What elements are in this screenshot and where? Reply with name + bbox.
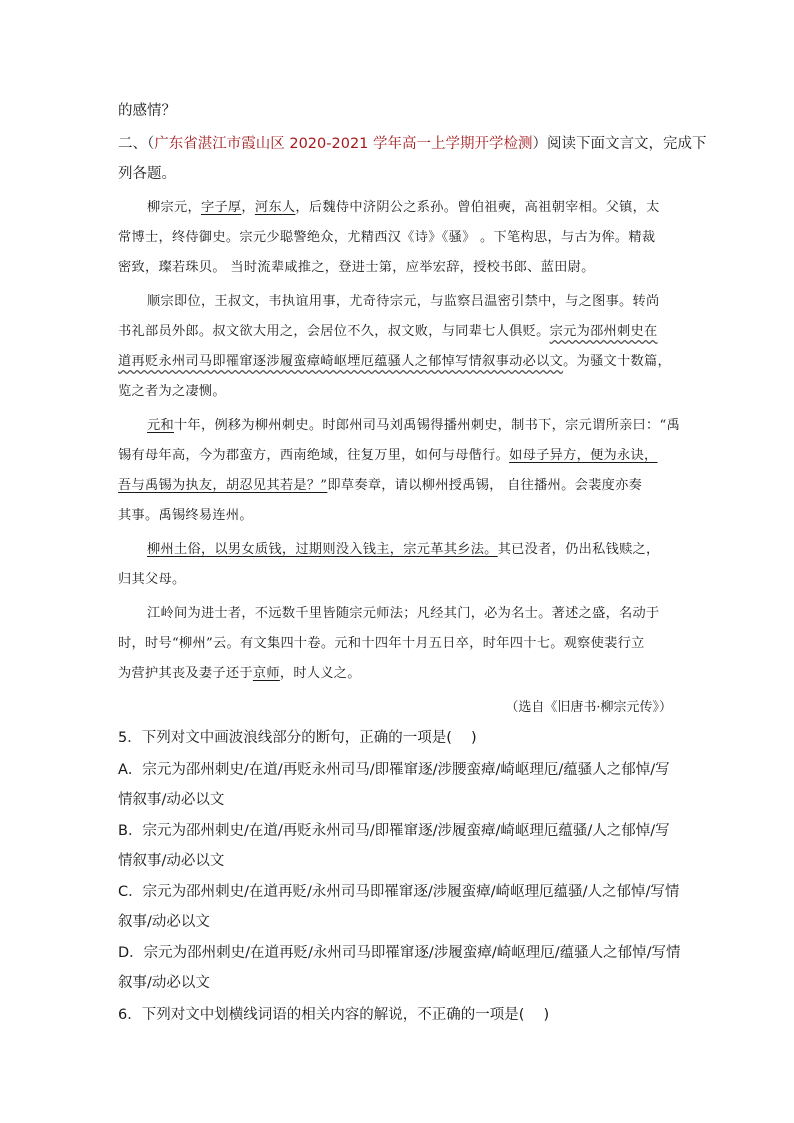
q5-option-c-line1: C．宗元为邵州刺史/在道再贬/永州司马即罹窜逐/涉履蛮瘴/崎岖理厄蕴骚/人之郁悼/写情 bbox=[118, 884, 680, 900]
section-heading bbox=[118, 134, 707, 154]
passage-p2-line3: 道再贬永州司马即罹窜逐涉履蛮瘴崎岖堙厄蕴骚人之郁悼写情叙事动必以文。为骚文十数篇， bbox=[118, 354, 671, 369]
passage-p1-line2: 常博士，终侍御史。宗元少聪警绝众，尤精西汉《诗》《骚》 。下笔构思，与古为侔。精裁 bbox=[118, 230, 656, 245]
underlined-term-jingshi: 京师 bbox=[252, 666, 280, 681]
passage-p4-line1: 柳州土俗，以男女质钱，过期则没入钱主，宗元革其乡法。其已没者，仍出私钱赎之， bbox=[147, 542, 660, 557]
q5-option-d-line2: 叙事/动必以文 bbox=[118, 975, 210, 991]
underlined-sentence: 柳州土俗，以男女质钱，过期则没入钱主，宗元革其乡法。 bbox=[147, 542, 498, 557]
section-source: 广东省湛江市霞山区 2020-2021 学年高一上学期开学检测 bbox=[154, 136, 533, 152]
q5-option-a-line2: 情叙事/动必以文 bbox=[118, 792, 225, 808]
passage-p3-line1: 元和十年，例移为柳州刺史。时郎州司马刘禹锡得播州刺史，制书下，宗元谓所亲曰：“禹 bbox=[147, 418, 681, 433]
section-prefix: 二、（ bbox=[118, 136, 155, 152]
passage-p1-line3: 密致，璨若珠贝。 当时流辈咸推之，登进士第，应举宏辞，授校书郎、蓝田尉。 bbox=[118, 260, 595, 275]
q5-option-b-line1: B．宗元为邵州刺史/在道/再贬永州司马/即罹窜逐/涉履蛮瘴/崎岖理厄蕴骚/人之郁悼/写 bbox=[118, 823, 670, 839]
wavy-underline-segment: 宗元为邵州刺史在 bbox=[549, 324, 658, 339]
passage-p2-line4: 览之者为之凄恻。 bbox=[118, 384, 226, 399]
passage-p3-line4: 其事。禹锡终易连州。 bbox=[118, 508, 253, 523]
passage-p1-line1: 柳宗元，字子厚，河东人，后魏侍中济阴公之系孙。曾伯祖奭，高祖朝宰相。父镇，太 bbox=[147, 200, 660, 215]
section-heading-cont: 列各题。 bbox=[118, 166, 176, 182]
passage-p5-line1: 江岭间为进士者，不远数千里皆随宗元师法；凡经其门，必为名士。著述之盛，名动于 bbox=[147, 606, 660, 621]
q5-option-b-line2: 情叙事/动必以文 bbox=[118, 853, 225, 869]
section-suffix: ）阅读下面文言文，完成下 bbox=[532, 136, 707, 152]
underlined-term-yuanhe: 元和 bbox=[147, 418, 174, 433]
passage-p3-line3: 吾与禹锡为执友，胡忍见其若是？”即草奏章，请以柳州授禹锡， 自往播州。会裴度亦奏 bbox=[118, 478, 643, 493]
q5-option-c-line2: 叙事/动必以文 bbox=[118, 914, 210, 930]
passage-source: （选自《旧唐书·柳宗元传》） bbox=[505, 700, 672, 715]
underlined-sentence: 如母子异方，便为永诀， bbox=[509, 448, 658, 463]
passage-p5-line2: 时，时号“柳州”云。有文集四十卷。元和十四年十月五日卒，时年四十七。观察使裴行立 bbox=[118, 636, 645, 651]
wavy-underline-segment: 道再贬永州司马即罹窜逐涉履蛮瘴崎岖堙厄蕴骚人之郁悼写情叙事动必以文 bbox=[118, 354, 564, 369]
passage-p2-line1: 顺宗即位，王叔文，韦执谊用事，尤奇待宗元，与监察吕温密引禁中，与之图事。转尚 bbox=[147, 294, 660, 309]
passage-p3-line2: 锡有母年高，今为郡蛮方，西南绝域，往复万里，如何与母偕行。如母子异方，便为永诀， bbox=[118, 448, 658, 463]
question-6-stem: 6．下列对文中划横线词语的相关内容的解说，不正确的一项是( ) bbox=[118, 1007, 550, 1023]
underlined-sentence: 吾与禹锡为执友，胡忍见其若是？” bbox=[118, 478, 328, 493]
passage-p2-line2: 书礼部员外郎。叔文欲大用之，会居位不久，叔文败，与同辈七人俱贬。宗元为邵州刺史在 bbox=[118, 324, 658, 339]
previous-question-tail: 的感情？ bbox=[118, 103, 176, 119]
underlined-term-hedong: 河东人 bbox=[254, 200, 296, 215]
q5-option-a-line1: A．宗元为邵州刺史/在道/再贬永州司马/即罹窜逐/涉腰蛮瘴/崎岖理厄/蕴骚人之郁悼/写 bbox=[118, 762, 670, 778]
underlined-term-zi: 字子厚 bbox=[200, 200, 242, 215]
q5-option-d-line1: D．宗元为邵州刺史/在道再贬/永州司马即罹窜逐/涉履蛮瘴/崎岖理厄/蕴骚人之郁悼/写情 bbox=[118, 945, 681, 961]
question-5-stem: 5．下列对文中画波浪线部分的断句，正确的一项是( ) bbox=[118, 730, 477, 746]
passage-p5-line3: 为营护其丧及妻子还于京师，时人义之。 bbox=[118, 666, 361, 681]
passage-p4-line2: 归其父母。 bbox=[118, 572, 186, 587]
